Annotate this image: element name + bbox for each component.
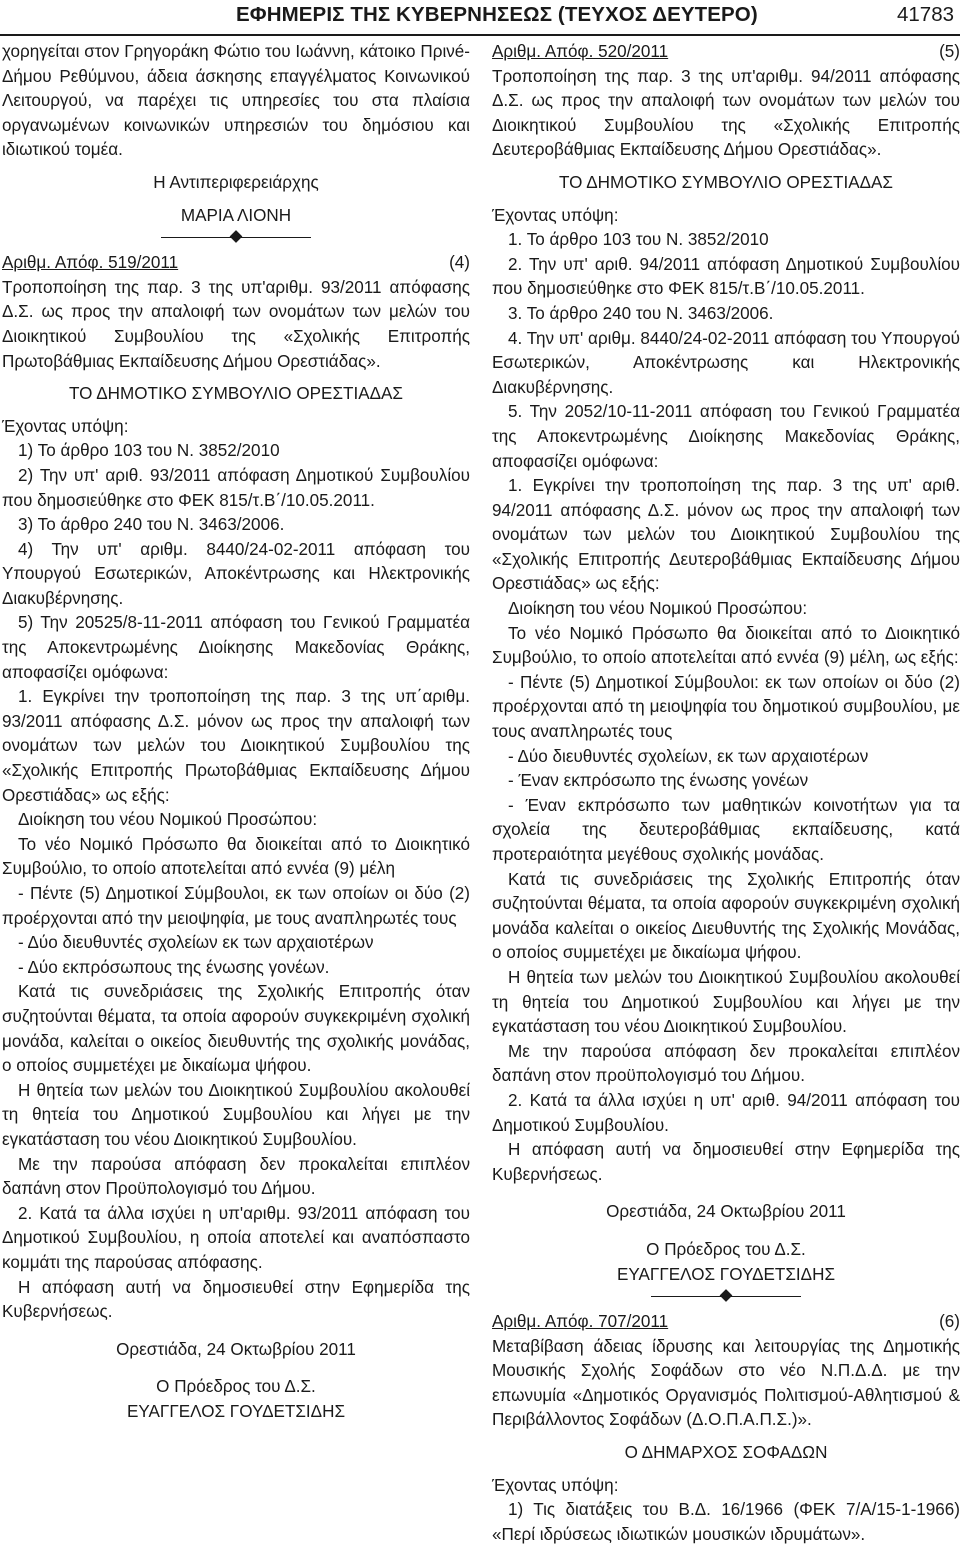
decision-number: Αριθμ. Απόφ. 520/2011 xyxy=(492,42,669,61)
legal-basis-item: 4) Την υπ' αριθμ. 8440/24-02-2011 απόφαση του Υπουργού Εσωτερικών, Αποκέντρωσης και Ηλεκτρονικής Διακυβέρνησης. xyxy=(2,539,470,608)
member-item: - Πέντε (5) Δημοτικοί Σύμβουλοι, εκ των οποίων οι δύο (2) προέρχονται από την μειοψηφία, με τους αναπληρωτές τους xyxy=(2,884,470,928)
admin-heading: Διοίκηση του νέου Νομικού Προσώπου: xyxy=(508,599,808,619)
having-heading: Έχοντας υπόψη: xyxy=(492,1475,619,1495)
having-heading: Έχοντας υπόψη: xyxy=(2,416,129,436)
cost-paragraph: Με την παρούσα απόφαση δεν προκαλείται επιπλέον δαπάνη στον Προϋπολογισμό του Δήμου. xyxy=(2,1154,470,1199)
legal-basis-item: 1. Το άρθρο 103 του Ν. 3852/2010 xyxy=(508,230,769,250)
member-item: - Έναν εκπρόσωπο των μαθητικών κοινοτήτων για τα σχολεία της δευτεροβάθμιας εκπαίδευσης, κατά προτεραιότητα μεγέθους σχολικής μονάδας. xyxy=(492,795,960,864)
legal-basis-item: 4. Την υπ' αριθμ. 8440/24-02-2011 απόφαση του Υπουργού Εσωτερικών, Αποκέντρωσης και Ηλεκτρονικής Διακυβέρνησης. xyxy=(492,328,960,397)
decision-title: Τροποποίηση της παρ. 3 της υπ'αριθμ. 93/2011 απόφασης Δ.Σ. ως προς την απαλοιφή των ονομάτων των μελών του Διοικητικού Συμβουλίου της «Σχολικής Επιτροπής Πρωτοβάθμιας Εκπαίδευσης Δήμου Ορεστιάδας». xyxy=(2,277,470,371)
license-text: χορηγείται στον Γρηγοράκη Φώτιο του Ιωάννη, κάτοικο Πρινé- Δήμου Ρεθύμνου, άδεια άσκησης επαγγέλματος Κοινωνικού Λειτουργού, να παρέχει τις υπηρεσίες του στα πλαίσια οργανωμένων κοινωνικών υπηρεσιών του δημόσιου και ιδιωτικού τομέα. xyxy=(2,42,470,160)
member-item: - Πέντε (5) Δημοτικοί Σύμβουλοι: εκ των οποίων οι δύο (2) προέρχονται από τη μειοψηφία του δημοτικού συμβουλίου, με τους αναπληρωτές τους xyxy=(492,672,960,742)
term-paragraph: Η θητεία των μελών του Διοικητικού Συμβουλίου ακολουθεί τη θητεία του Δημοτικού Συμβουλίου και λήγει με την εγκατάσταση του νέου Διοικητικού Συμβουλίου. xyxy=(492,967,960,1037)
decision-index: (5) xyxy=(939,42,960,61)
member-item: - Δύο εκπρόσωπους της ένωσης γονέων. xyxy=(18,957,330,977)
member-item: - Δύο διευθυντές σχολείων, εκ των αρχαιοτέρων xyxy=(508,746,869,766)
member-item: - Δύο διευθυντές σχολείων εκ των αρχαιοτέρων xyxy=(18,933,374,953)
legal-basis-item: 3) Το άρθρο 240 του Ν. 3463/2006. xyxy=(18,515,285,535)
decision-heading-519 xyxy=(2,251,470,276)
section-separator xyxy=(161,231,311,245)
legal-basis-item: 2) Την υπ' αριθ. 93/2011 απόφαση Δημοτικού Συμβουλίου που δημοσιεύθηκε στο ΦΕΚ 815/τ.Β΄/10.05.2011. xyxy=(2,465,470,510)
decision-number: Αριθμ. Απόφ. 519/2011 xyxy=(2,253,179,273)
diamond-icon xyxy=(230,230,243,243)
decision-title: Μεταβίβαση άδειας ίδρυσης και λειτουργίας της Δημοτικής Μουσικής Σχολής Σοφάδων στο νέο Ν.Π.Δ.Δ. με την επωνυμία «Δημοτικός Οργανισμός Πολιτισμού-Αθλητισμού & Περιβάλλοντος Σοφάδων (Δ.Ο.Π.Α.Π.Σ.)». xyxy=(492,1336,960,1430)
member-item: - Έναν εκπρόσωπο της ένωσης γονέων xyxy=(508,771,809,791)
diamond-icon xyxy=(720,1289,733,1302)
signatory-name: ΜΑΡΙΑ ΛΙΟΝΗ xyxy=(180,205,292,225)
council-heading: ΤΟ ΔΗΜΟΤΙΚΟ ΣΥΜΒΟΥΛΙΟ ΟΡΕΣΤΙΑΔΑΣ xyxy=(559,172,893,192)
approval-paragraph: 1. Εγκρίνει την τροποποίηση της παρ. 3 της υπ΄αριθμ. 93/2011 απόφασης Δ.Σ. μόνον ως προς την απαλοιφή των ονομάτων των μελών του Διοικητικού Συμβουλίου της «Σχολικής Επιτροπής Πρωτοβάθμιας Εκπαίδευσης Δήμου Ορεστιάδας» ως εξής: xyxy=(2,687,470,805)
council-heading: ΤΟ ΔΗΜΟΤΙΚΟ ΣΥΜΒΟΥΛΙΟ ΟΡΕΣΤΙΑΔΑΣ xyxy=(69,384,403,404)
right-column xyxy=(492,40,960,1547)
legal-basis-item: 5. Την 2052/10-11-2011 απόφαση του Γενικού Γραμματέα της Αποκεντρωμένης Διοίκησης Μακεδονίας Θράκης, αποφασίζει ομόφωνα: xyxy=(492,402,960,471)
signature-date: Ορεστιάδα, 24 Οκτωβρίου 2011 xyxy=(606,1202,846,1222)
page-header xyxy=(0,0,960,36)
legal-basis-item: 5) Την 20525/8-11-2011 απόφαση του Γενικού Γραμματέα της Αποκεντρωμένης Διοίκησης Μακεδονίας Θράκης, αποφασίζει ομόφωνα: xyxy=(2,613,470,682)
chair-title: Ο Πρόεδρος του Δ.Σ. xyxy=(156,1377,316,1397)
section-separator xyxy=(651,1290,801,1304)
admin-heading: Διοίκηση του νέου Νομικού Προσώπου: xyxy=(18,810,318,830)
decision-title: Τροποποίηση της παρ. 3 της υπ'αριθμ. 94/2011 απόφασης Δ.Σ. ως προς την απαλοιφή των ονομάτων των μελών του Διοικητικού Συμβουλίου της «Σχολικής Επιτροπής Δευτεροβάθμιας Εκπαίδευσης Δήμου Ορεστιάδας». xyxy=(492,66,960,160)
approval-paragraph: 1. Εγκρίνει την τροποποίηση της παρ. 3 της υπ' αριθ. 94/2011 απόφασης Δ.Σ. μόνον ως προς την απαλοιφή των ονομάτων των μελών του Διοικητικού Συμβουλίου της «Σχολικής Επιτροπής Δευτεροβάθμιας Εκπαίδευσης Δήμου Ορεστιάδας» ως εξής: xyxy=(492,476,960,594)
decision-heading-520 xyxy=(492,40,960,65)
admin-text: Το νέο Νομικό Πρόσωπο θα διοικείται από το Διοικητικό Συμβούλιο, το οποίο αποτελείται από εννέα (9) μέλη xyxy=(2,834,470,879)
legal-basis-item: 3. Το άρθρο 240 του Ν. 3463/2006. xyxy=(508,303,774,323)
chair-title: Ο Πρόεδρος του Δ.Σ. xyxy=(646,1239,806,1259)
gazette-title: ΕΦΗΜΕΡΙΣ ΤΗΣ ΚΥΒΕΡΝΗΣΕΩΣ (ΤΕΥΧΟΣ ΔΕΥΤΕΡΟ) xyxy=(236,3,758,26)
publish-paragraph: Η απόφαση αυτή να δημοσιευθεί στην Εφημερίδα της Κυβερνήσεως. xyxy=(492,1140,960,1184)
chair-name: ΕΥΑΓΓΕΛΟΣ ΓΟΥΔΕΤΣΙΔΗΣ xyxy=(126,1401,346,1421)
other-paragraph: 2. Κατά τα άλλα ισχύει η υπ'αριθμ. 93/2011 απόφαση του Δημοτικού Συμβουλίου, η οποία αποτελεί και αναπόσπαστο κομμάτι της παρούσας απόφασης. xyxy=(2,1203,470,1272)
mayor-heading: Ο ΔΗΜΑΡΧΟΣ ΣΟΦΑΔΩΝ xyxy=(624,1443,828,1463)
decision-number: Αριθμ. Απόφ. 707/2011 xyxy=(492,1312,669,1332)
meetings-paragraph: Κατά τις συνεδριάσεις της Σχολικής Επιτροπής όταν συζητούνται θέματα, τα οποία αφορούν συγκεκριμένη σχολική μονάδα καλείται ο οικείος Διευθυντής της Σχολικής Μονάδας, ο οποίος συμμετέχει με δικαίωμα ψήφου. xyxy=(492,869,960,963)
page-number: 41783 xyxy=(896,3,954,26)
decision-index: (4) xyxy=(449,253,470,273)
cost-paragraph: Με την παρούσα απόφαση δεν προκαλείται επιπλέον δαπάνη στον προϋπολογισμό του Δήμου. xyxy=(492,1041,960,1086)
chair-name: ΕΥΑΓΓΕΛΟΣ ΓΟΥΔΕΤΣΙΔΗΣ xyxy=(616,1264,836,1284)
publish-paragraph: Η απόφαση αυτή να δημοσιευθεί στην Εφημερίδα της Κυβερνήσεως. xyxy=(2,1277,470,1322)
decision-heading-707 xyxy=(492,1310,960,1335)
legal-basis-item: 2. Την υπ' αριθ. 94/2011 απόφαση Δημοτικού Συμβουλίου που δημοσιεύθηκε στο ΦΕΚ 815/τ.Β΄/10.05.2011. xyxy=(492,254,960,299)
legal-basis-item: 1) Τις διατάξεις του Β.Δ. 16/1966 (ΦΕΚ 7/Α/15-1-1966) «Περί ιδρύσεως ιδιωτικών μουσικών ιδρυμάτων». xyxy=(492,1500,960,1544)
decision-index: (6) xyxy=(939,1312,960,1332)
other-paragraph: 2. Κατά τα άλλα ισχύει η υπ' αριθ. 94/2011 απόφαση του Δημοτικού Συμβουλίου. xyxy=(492,1090,960,1135)
legal-basis-item: 1) Το άρθρο 103 του Ν. 3852/2010 xyxy=(18,441,280,461)
having-heading: Έχοντας υπόψη: xyxy=(492,205,619,225)
signature-date: Ορεστιάδα, 24 Οκτωβρίου 2011 xyxy=(116,1339,356,1359)
signatory-role: Η Αντιπεριφερειάρχης xyxy=(153,172,319,192)
admin-text: Το νέο Νομικό Πρόσωπο θα διοικείται από το Διοικητικό Συμβούλιο, το οποίο αποτελείται από εννέα (9) μέλη, ως εξής: xyxy=(492,623,960,668)
meetings-paragraph: Κατά τις συνεδριάσεις της Σχολικής Επιτροπής όταν συζητούνται θέματα, τα οποία αφορούν συγκεκριμένη σχολική μονάδα, καλείται ο οικείος διευθυντής της σχολικής μονάδας, ο οποίος συμμετέχει με δικαίωμα ψήφου. xyxy=(2,982,470,1076)
left-column xyxy=(2,40,470,1424)
term-paragraph: Η θητεία των μελών του Διοικητικού Συμβουλίου ακολουθεί τη θητεία του Δημοτικού Συμβουλίου και λήγει με την εγκατάσταση του νέου Διοικητικού Συμβουλίου. xyxy=(2,1080,470,1149)
